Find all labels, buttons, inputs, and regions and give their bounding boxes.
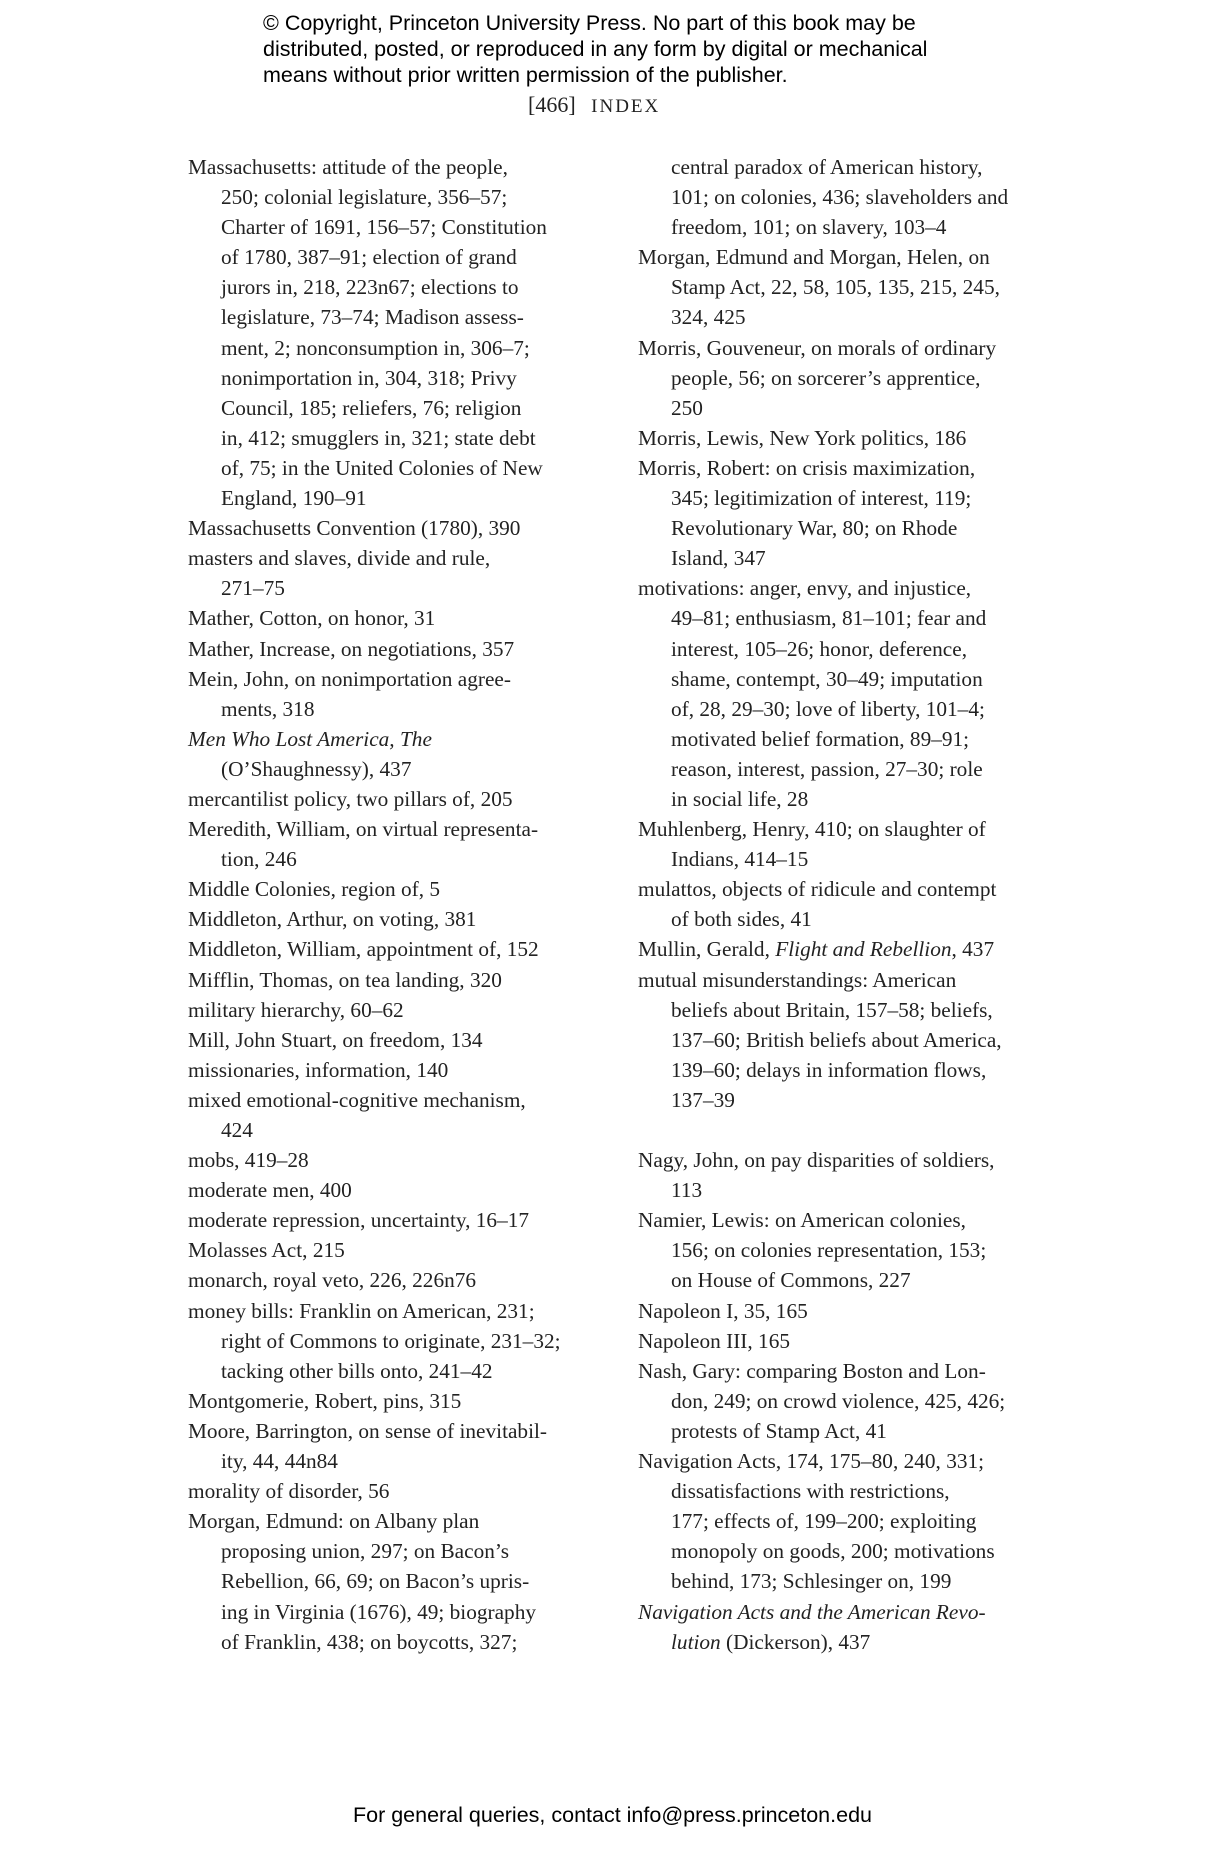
index-entry	[188, 874, 608, 904]
index-entry-text: Napoleon I, 35, 165	[638, 1298, 808, 1323]
index-entry-text: , 437	[951, 937, 995, 962]
index-entry	[188, 603, 608, 633]
index-entry	[188, 1025, 608, 1055]
index-entry	[188, 513, 608, 543]
index-entry	[188, 1296, 608, 1386]
index-column-left	[188, 152, 608, 1657]
index-entry-title: Flight and Rebellion	[775, 937, 952, 962]
index-entry	[638, 152, 1058, 242]
index-entry	[638, 573, 1058, 814]
index-entry	[188, 1235, 608, 1265]
index-entry-text: (Dickerson), 437	[720, 1629, 871, 1654]
index-entry	[188, 1476, 608, 1506]
index-column-right	[638, 152, 1058, 1657]
index-entry	[188, 904, 608, 934]
index-entry-text: morality of disorder, 56	[188, 1479, 390, 1504]
index-entry	[188, 634, 608, 664]
index-entry-text: masters and slaves, divide and rule, 271–75	[188, 546, 491, 601]
index-entry	[638, 333, 1058, 423]
copyright-line: © Copyright, Princeton University Press. No part of this book may be	[263, 11, 916, 35]
index-entry-text: Middleton, William, appointment of, 152	[188, 937, 539, 962]
index-entry	[638, 423, 1058, 453]
index-entry	[188, 152, 608, 513]
index-entry-title: Navigation Acts and the American Revo- lution	[638, 1599, 986, 1654]
copyright-line: distributed, posted, or reproduced in any form by digital or mechanical	[263, 37, 928, 61]
section-title: INDEX	[591, 96, 661, 117]
index-entry	[638, 1446, 1058, 1596]
index-entry-text: Morris, Lewis, New York politics, 186	[638, 425, 967, 450]
index-entry	[188, 934, 608, 964]
index-entry-text: central paradox of American history, 101; on colonies, 436; slaveholders and freedom, 101; on slavery, 103–4	[671, 155, 1009, 240]
index-entry-text: monarch, royal veto, 226, 226n76	[188, 1268, 477, 1293]
index-entry	[188, 1205, 608, 1235]
index-entry	[188, 965, 608, 995]
index-entry	[638, 814, 1058, 874]
index-entry-text: Massachusetts: attitude of the people, 250; colonial legislature, 356–57; Charter of 1691, 156–57; Constitution of 1780, 387–91; election of grand jurors in, 218, 223n67; elections to legislature, 73–74; Madison assess- ment, 2; nonconsumption in, 306–7; nonimportation in, 304, 318; Privy Council, 185; reliefers, 76; religion in, 412; smugglers in, 321; state debt of, 75; in the United Colonies of New England, 190–91	[188, 155, 547, 511]
index-entry	[638, 1356, 1058, 1446]
index-entry-text: Morris, Gouveneur, on morals of ordinary people, 56; on sorcerer’s apprentice, 250	[638, 335, 997, 420]
index-entry	[638, 1205, 1058, 1295]
index-entry-text: Morris, Robert: on crisis maximization, 345; legitimization of interest, 119; Revolutionary War, 80; on Rhode Island, 347	[638, 455, 976, 571]
index-entry-text: Montgomerie, Robert, pins, 315	[188, 1388, 462, 1413]
index-entry-text: Middle Colonies, region of, 5	[188, 877, 440, 902]
index-entry-text: Molasses Act, 215	[188, 1238, 345, 1263]
index-entry-text: Nash, Gary: comparing Boston and Lon- don, 249; on crowd violence, 425, 426; protests of Stamp Act, 41	[638, 1358, 1006, 1443]
index-entry-text: motivations: anger, envy, and injustice, 49–81; enthusiasm, 81–101; fear and interest, 105–26; honor, deference, shame, contempt, 30–49; imputation of, 28, 29–30; love of liberty, 101–4; motivated belief formation, 89–91; reason, interest, passion, 27–30; role in social life, 28	[638, 576, 987, 811]
index-entry-text: Morgan, Edmund and Morgan, Helen, on Stamp Act, 22, 58, 105, 135, 215, 245, 324, 425	[638, 245, 1000, 330]
index-entry-text: Morgan, Edmund: on Albany plan proposing union, 297; on Bacon’s Rebellion, 66, 69; on Bacon’s upris- ing in Virginia (1676), 49; biography of Franklin, 438; on boycotts, 327;	[188, 1509, 536, 1654]
index-entry-text: money bills: Franklin on American, 231; right of Commons to originate, 231–32; tacking other bills onto, 241–42	[188, 1298, 561, 1383]
index-entry-text: Navigation Acts, 174, 175–80, 240, 331; dissatisfactions with restrictions, 177; effects of, 199–200; exploiting monopoly on goods, 200; motivations behind, 173; Schlesinger on, 199	[638, 1449, 995, 1594]
index-entry-text: Mather, Cotton, on honor, 31	[188, 606, 436, 631]
index-entry	[638, 1296, 1058, 1326]
index-entry-text: Mullin, Gerald,	[638, 937, 776, 962]
index-entry	[638, 453, 1058, 573]
index-entry-text: moderate repression, uncertainty, 16–17	[188, 1208, 530, 1233]
index-entry	[188, 814, 608, 874]
index-entry-text: Napoleon III, 165	[638, 1328, 790, 1353]
index-entry-text: Mather, Increase, on negotiations, 357	[188, 636, 515, 661]
index-entry-text: Nagy, John, on pay disparities of soldiers, 113	[638, 1148, 995, 1203]
index-entry-text: mutual misunderstandings: American beliefs about Britain, 157–58; beliefs, 137–60; British beliefs about America, 139–60; delays in information flows, 137–39	[638, 967, 1002, 1112]
index-entry	[188, 664, 608, 724]
footer-contact: For general queries, contact info@press.princeton.edu	[352, 1803, 872, 1827]
index-entry-text: missionaries, information, 140	[188, 1057, 449, 1082]
index-entry	[638, 242, 1058, 332]
index-entry	[188, 543, 608, 603]
index-entry-text: (O’Shaughnessy), 437	[221, 756, 412, 781]
index-entry	[638, 1145, 1058, 1205]
index-entry	[188, 784, 608, 814]
index-entry	[188, 995, 608, 1025]
index-entry	[188, 1265, 608, 1295]
index-entry	[188, 1386, 608, 1416]
index-entry	[638, 934, 1058, 964]
index-entry	[188, 1085, 608, 1145]
index-entry-text: mercantilist policy, two pillars of, 205	[188, 786, 513, 811]
index-entry	[638, 1597, 1058, 1657]
index-entry-text: moderate men, 400	[188, 1178, 352, 1203]
index-entry-text: Mein, John, on nonimportation agree- ments, 318	[188, 666, 511, 721]
index-entry	[188, 1506, 608, 1656]
index-entry	[188, 724, 608, 784]
index-entry-text: mixed emotional-cognitive mechanism, 424	[188, 1087, 526, 1142]
index-entry	[638, 1326, 1058, 1356]
index-entry-text: Moore, Barrington, on sense of inevitabil- ity, 44, 44n84	[188, 1418, 548, 1474]
index-entry-text: Meredith, William, on virtual representa- tion, 246	[188, 817, 539, 872]
copyright-notice	[263, 10, 1023, 88]
index-entry-text: military hierarchy, 60–62	[188, 997, 404, 1022]
index-entry-text: Muhlenberg, Henry, 410; on slaughter of Indians, 414–15	[638, 817, 986, 872]
index-entry-text: mobs, 419–28	[188, 1148, 309, 1173]
copyright-line: means without prior written permission of the publisher.	[263, 63, 788, 87]
index-entry-text: Middleton, Arthur, on voting, 381	[188, 907, 477, 932]
index-entry	[188, 1055, 608, 1085]
index-entry-title: Men Who Lost America, The	[188, 726, 432, 751]
index-entry-text: Namier, Lewis: on American colonies, 156; on colonies representation, 153; on House of Commons, 227	[638, 1208, 987, 1293]
running-head	[528, 92, 660, 118]
index-entry	[188, 1416, 608, 1476]
index-entry	[188, 1175, 608, 1205]
index-entry-text: mulattos, objects of ridicule and contempt of both sides, 41	[638, 877, 997, 932]
index-entry	[638, 965, 1058, 1115]
index-entry-text: Mill, John Stuart, on freedom, 134	[188, 1027, 483, 1052]
index-entry	[638, 874, 1058, 934]
index-entry-text: Massachusetts Convention (1780), 390	[188, 516, 521, 541]
page-number: [466]	[528, 92, 576, 117]
index-entry-text: Mifflin, Thomas, on tea landing, 320	[188, 967, 502, 992]
index-entry	[188, 1145, 608, 1175]
